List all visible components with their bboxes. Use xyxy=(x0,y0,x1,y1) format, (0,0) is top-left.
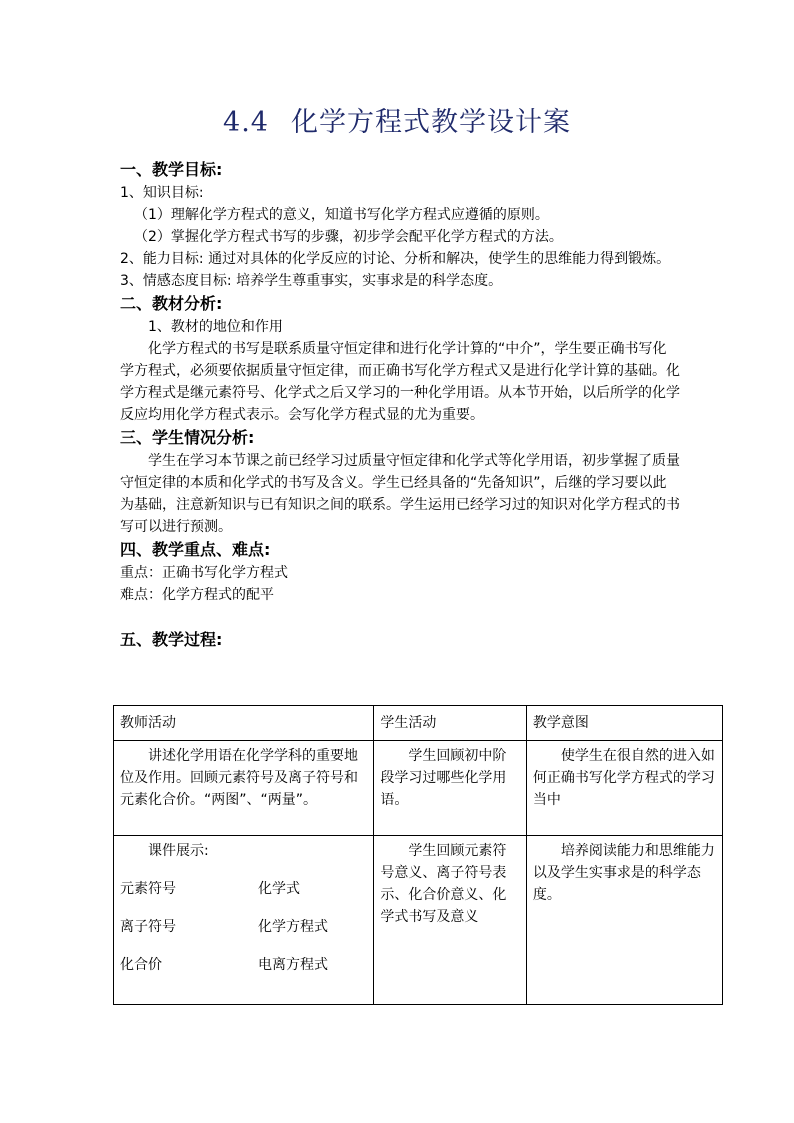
title-text: 化学方程式教学设计案 xyxy=(290,107,571,138)
courseware-left: 元素符号 xyxy=(120,881,176,897)
table-row xyxy=(114,741,723,836)
document-body xyxy=(120,158,680,652)
courseware-right: 电离方程式 xyxy=(258,957,328,973)
knowledge-goal-label: 1、知识目标: xyxy=(120,185,204,201)
courseware-pair xyxy=(120,954,367,976)
row1-student-cell xyxy=(374,741,526,836)
difficult-point: 难点：化学方程式的配平 xyxy=(120,587,274,603)
section-4-heading: 四、教学重点、难点: xyxy=(120,540,271,559)
row2-intent-cell xyxy=(526,836,722,1005)
courseware-left: 离子符号 xyxy=(120,919,176,935)
row2-student-cell xyxy=(374,836,526,1005)
section-3-heading: 三、学生情况分析: xyxy=(120,428,255,447)
courseware-title: 课件展示: xyxy=(148,843,209,859)
teaching-process-table xyxy=(113,705,723,1005)
row1-intent-cell xyxy=(526,741,722,836)
section-1-heading: 一、教学目标: xyxy=(120,160,223,179)
page-title xyxy=(0,100,794,139)
student-analysis-paragraph: 学生在学习本节课之前已经学习过质量守恒定律和化学式等化学用语，初步掌握了质量守恒定律的本质和化学式的书写及含义。学生已经具备的“先备知识”，后继的学习要以此为基础，注意新知识与已有知识之间的联系。学生运用已经学习过的知识对化学方程式的书写可以进行预测。 xyxy=(120,453,680,535)
knowledge-goal-1: （1）理解化学方程式的意义，知道书写化学方程式应遵循的原则。 xyxy=(134,207,549,223)
section-2-heading: 二、教材分析: xyxy=(120,294,223,313)
courseware-right: 化学式 xyxy=(258,881,300,897)
row2-teacher-cell xyxy=(114,836,374,1005)
row1-intent-text: 使学生在很自然的进入如何正确书写化学方程式的学习当中 xyxy=(532,748,715,808)
courseware-left: 化合价 xyxy=(120,957,162,973)
header-teaching-intent: 教学意图 xyxy=(526,706,722,741)
row1-teacher-cell xyxy=(114,741,374,836)
emotion-goal: 3、情感态度目标: 培养学生尊重事实，实事求是的科学态度。 xyxy=(120,273,503,289)
courseware-pair xyxy=(120,916,367,938)
row2-intent-text: 培养阅读能力和思维能力以及学生实事求是的科学态度。 xyxy=(532,843,715,903)
header-teacher-activity: 教师活动 xyxy=(114,706,374,741)
table-header-row xyxy=(114,706,723,741)
key-point: 重点：正确书写化学方程式 xyxy=(120,565,288,581)
table-row xyxy=(114,836,723,1005)
title-number: 4.4 xyxy=(223,107,269,138)
header-student-activity: 学生活动 xyxy=(374,706,526,741)
courseware-right: 化学方程式 xyxy=(258,919,328,935)
row1-student-text: 学生回顾初中阶段学习过哪些化学用语。 xyxy=(380,748,507,808)
knowledge-goal-2: （2）掌握化学方程式书写的步骤，初步学会配平化学方程式的方法。 xyxy=(134,229,563,245)
material-subheading: 1、教材的地位和作用 xyxy=(148,319,283,335)
row2-student-text: 学生回顾元素符号意义、离子符号表示、化合价意义、化学式书写及意义 xyxy=(380,843,507,925)
courseware-pair xyxy=(120,878,367,900)
material-paragraph: 化学方程式的书写是联系质量守恒定律和进行化学计算的“中介”，学生要正确书写化学方程式，必须要依据质量守恒定律，而正确书写化学方程式又是进行化学计算的基础。化学方程式是继元素符号、化学式之后又学习的一种化学用语。从本节开始，以后所学的化学反应均用化学方程式表示。会写化学方程式显的尤为重要。 xyxy=(120,341,680,423)
section-5-heading: 五、教学过程: xyxy=(120,630,223,649)
row1-teacher-text: 讲述化学用语在化学学科的重要地位及作用。回顾元素符号及离子符号和元素化合价。“两图”、“两量”。 xyxy=(120,748,358,808)
ability-goal: 2、能力目标: 通过对具体的化学反应的讨论、分析和解决，使学生的思维能力得到锻炼。 xyxy=(120,251,671,267)
